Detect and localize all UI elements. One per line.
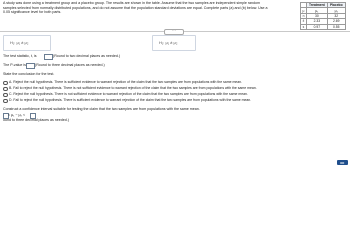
data-table — [300, 2, 346, 30]
option-c-radio[interactable] — [3, 93, 8, 98]
next-button[interactable]: ▸▸ — [337, 160, 348, 165]
option-text: Reject the null hypothesis. There is sufficient evidence to warrant rejection of the claim that the two samples are from populations with the same mean. — [13, 80, 242, 84]
row-label: μ — [301, 8, 307, 13]
option-b-radio[interactable] — [3, 87, 8, 92]
table-cell: 30 — [307, 13, 328, 18]
hypothesis-choice-h0[interactable]: H₁: μ₁ ≠ μ₂ — [3, 35, 51, 51]
table-cell: 32 — [327, 13, 345, 18]
table-cell: 2.33 — [307, 19, 328, 24]
table-header-placebo: Placebo — [327, 3, 345, 8]
problem-line-3: 0.05 significance level for both parts. — [3, 10, 62, 14]
more-button[interactable]: ··· — [164, 29, 184, 35]
option-text: Fail to reject the null hypothesis. There is sufficient evidence to warrant rejection of the claim that the two samples are from populations with the same mean. — [13, 98, 252, 102]
test-stat-label: The test statistic, t, is — [3, 54, 37, 58]
row-label: n — [301, 13, 307, 18]
row-label: s — [301, 24, 307, 29]
problem-line-1: A study was done using a treatment group and a placebo group. The results are shown in the table. Assume that the two samples are independent simple random — [3, 1, 261, 5]
table-header-treatment: Treatment — [307, 3, 328, 8]
option-d[interactable] — [9, 98, 251, 102]
test-stat-note: (Round to two decimal places as needed.) — [53, 54, 121, 58]
table-cell: 2.69 — [327, 19, 345, 24]
table-cell: μ₂ — [327, 8, 345, 13]
option-b[interactable] — [9, 86, 257, 90]
option-c[interactable] — [9, 92, 248, 96]
option-d-radio[interactable] — [3, 99, 8, 104]
hypothesis-choice-h1[interactable]: H₁: μ₁ ≠ μ₂ — [152, 35, 196, 51]
row-label: x̄ — [301, 19, 307, 24]
ci-note: ound to three decimal places as needed.) — [3, 118, 69, 122]
conclusion-prompt: State the conclusion for the test. — [3, 72, 55, 76]
table-row — [301, 24, 346, 29]
option-a-radio[interactable] — [3, 81, 8, 86]
table-cell: 0.55 — [327, 24, 345, 29]
option-a[interactable] — [9, 80, 242, 84]
option-text: Fail to reject the null hypothesis. There is not sufficient evidence to warrant rejection of the claim that the two samples are from populations with the same mean. — [13, 86, 257, 90]
table-cell: μ₁ — [307, 8, 328, 13]
table-cell: 0.97 — [307, 24, 328, 29]
problem-line-2: samples selected from normally distributed populations, and do not assume that the population standard deviations are equal. Complete parts (a) and (b) below. Use a — [3, 5, 268, 10]
test-stat-input[interactable] — [44, 54, 53, 60]
pvalue-label: The P-value is — [3, 63, 26, 67]
option-letter: C. — [9, 92, 13, 96]
option-letter: D. — [9, 98, 13, 102]
pvalue-note: (Round to three decimal places as needed.) — [35, 63, 105, 67]
option-text: Reject the null hypothesis. There is not sufficient evidence to warrant rejection of the claim that the two samples are from populations with the same mean. — [13, 92, 248, 96]
ci-expression: < μ₁ − μ₂ < — [8, 113, 26, 117]
ci-prompt: Construct a confidence interval suitable for testing the claim that the two samples are from populations with the same mean. — [3, 107, 200, 111]
option-letter: A. — [9, 80, 13, 84]
option-letter: B. — [9, 86, 13, 90]
pvalue-input[interactable] — [26, 63, 35, 69]
